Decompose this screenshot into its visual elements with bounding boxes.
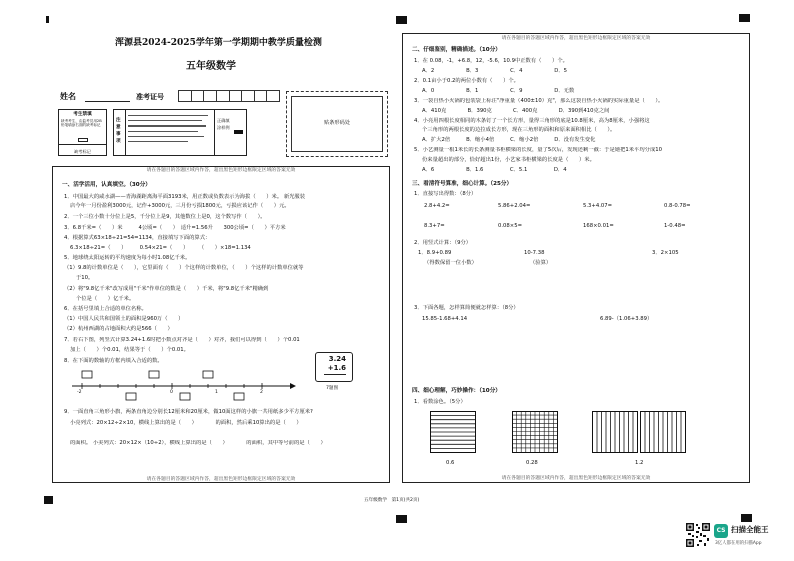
s1-line-5: 6.3×18÷21=（ ） 0.54×21=（ ） （ ）×18=1.134 (70, 245, 251, 251)
s1-line-19: 的面积。 小美列式：20×12×（10÷2），横线上算出的是（ ） 的面积，其中等号前的是（ ） (70, 440, 326, 446)
color-value-1: 0.6 (446, 460, 455, 466)
page-footer: 五年级数学 第1页(共2页) (364, 498, 420, 503)
position-mark-top-center (396, 16, 407, 24)
direct-calc-2: 5.86+2.04= (498, 203, 531, 209)
color-grid-strips[interactable] (430, 411, 476, 453)
s1-line-12: （1）中国人民共和国领土的面积是960万（ ） (64, 316, 184, 322)
vertical-note-1: （得数保留一位小数） (424, 260, 477, 266)
s1-line-4: 4．根据算式63×18÷21=54=1134，直接填写下面的算式： (64, 235, 211, 241)
s1-line-0: 1．中国最大的咸水湖——青海湖距离海平面3193米，用正数或负数表示为海拔（ ）米。 新光服装 (64, 194, 306, 200)
notice-text: 缺考考生，由监考员用2B铅笔填涂右面的缺考标记 (61, 118, 102, 128)
name-label: 姓名 (60, 92, 76, 101)
s3-sub1: 1．直接写出得数：（8分） (414, 191, 477, 197)
direct-calc-3: 5.3+4.07= (583, 203, 613, 209)
vertical-note-2: （验算） (530, 260, 552, 266)
number-line-box-4 (126, 393, 136, 400)
fill-example-label: 正确填涂样例 (217, 118, 230, 130)
position-mark-top-right (739, 14, 750, 22)
s2-line-4: 3．一袋自热小火锅的包装袋上标注"净重量（400±10）克"，那么这袋自热小火锅的实际重量是（ ）。 (414, 98, 664, 104)
left-top-banner: 请在各题目的答题区域内作答，超出黑色矩形边框限定区域的答案无效 (146, 168, 296, 173)
s1-line-10: 个位是（ ）亿千米。 (76, 296, 135, 302)
tick-label-0: 0 (170, 390, 173, 395)
s2-line-11: A．6 B．1.6 C．5.1 D．4 (422, 167, 567, 173)
exam-id-grid[interactable] (178, 90, 280, 102)
color-grid-double-strips[interactable] (592, 411, 686, 453)
s2-line-6: 4．小亮用四根长度相同的木条钉了一个长方形，量得三角形的底是10.8厘米，高为8厘米，小强将这 (414, 118, 650, 124)
right-bottom-banner: 请在各题目的答题区域内作答，超出黑色矩形边框限定区域的答案无效 (501, 476, 651, 481)
tick-label-1: 1 (215, 390, 218, 395)
number-line-box-2 (149, 371, 159, 378)
vertical-calc-line-1: 3.24 (328, 355, 346, 363)
s2-line-0: 1．在 0.08，-1，+6.8，12，-5.6，10.9中正数有（ ）个。 (414, 58, 568, 64)
s2-line-3: A．0 B．1 C．9 D．无数 (422, 88, 575, 94)
vertical-calc-1: 1．8.9+0.89 (418, 250, 452, 256)
s2-line-8: A．扩大2倍 B．缩小4倍 C．缩小2倍 D．没有发生变化 (422, 137, 596, 143)
s1-line-16: 8．在下面的数轴的方框内填入合适的数。 (64, 358, 163, 364)
right-top-banner: 请在各题目的答题区域内作答，超出黑色矩形边框限定区域的答案无效 (501, 36, 651, 41)
s1-line-17: 9．一面直角三角形小旗，两条直角边分别长12厘米和20厘米，做10面这样的小旗一共用纸多少平方厘米? (64, 409, 313, 415)
section4-title: 四、细心理解，巧妙操作：（10分） (412, 388, 501, 394)
s2-line-1: A．2 B．3 C．4 D．5 (422, 68, 568, 74)
s2-line-5: A．410克 B．390克 C．400克 D．390到410克之间 (422, 108, 610, 114)
s1-line-15: 加上（ ）个0.01，结果等于（ ）个0.01。 (70, 347, 189, 353)
barcode-area (286, 91, 388, 157)
s4-sub1: 1．看数涂色。（5分） (414, 399, 466, 405)
name-field[interactable] (85, 101, 130, 102)
exam-title: 浑源县2024-2025学年第一学期期中教学质量检测 (115, 38, 322, 48)
s3-sub2: 2．用竖式计算：（9分） (414, 240, 472, 246)
absent-notice-box (58, 109, 107, 156)
number-line-box-6 (234, 393, 244, 400)
vertical-calc-2: 10-7.38 (524, 250, 545, 256)
s2-line-9: 5．小艺测量一根1米长的长条测量书柜横梁的长度，量了5次后，发现还剩一截：于是她把1米平均分成10 (414, 147, 662, 153)
tick-label-2: 2 (260, 390, 263, 395)
section1-title: 一、活学活用，认真填空。（30分） (62, 182, 151, 188)
s2-line-7: 个三角形的两根长度的边拉成长方形，现在三角形的面积和原来面积相比（ ）。 (422, 127, 616, 133)
direct-calc-8: 1-0.48= (664, 223, 686, 229)
s1-line-8: 于10。 (76, 275, 94, 281)
instructions-text-lines (128, 115, 210, 142)
s2-line-2: 2．0.1亩小于0.2的两位小数有（ ）个。 (414, 78, 519, 84)
scanner-app-name: 扫描全能王 (731, 525, 769, 534)
direct-calc-6: 0.08×5= (498, 223, 523, 229)
instructions-box (113, 109, 247, 156)
s2-line-10: 份来量超出的部分，恰好超出1份，小艺家书柜横梁的长度是（ ）米。 (422, 157, 595, 163)
number-line-box-1 (82, 371, 92, 378)
direct-calc-4: 0.8-0.78= (664, 203, 691, 209)
s1-line-3: 3．6.8千米=（ ）米 4公顷=（ ） 适升=1.56升 300公顷=（ ）平方米 (64, 225, 286, 231)
vertical-calc-line-2: +1.6 (327, 363, 346, 372)
s1-line-7: （1）9.8的计数单位是（ ），它里面有（ ）个这样的计数单位，（ ）个这样的计数单位就等 (64, 265, 304, 271)
direct-calc-7: 168×0.01= (583, 223, 614, 229)
exam-id-label: 准考证号 (136, 93, 164, 101)
qr-code (685, 522, 711, 548)
number-line-box-3 (203, 371, 213, 378)
s1-line-13: （2）杭州西湖的占地面积大约是566（ ） (64, 326, 173, 332)
s1-line-14: 7．若右下图，列竖式计算3.24+1.6时把小数点对齐是（ ）对齐，我们可以得到（ ）个0.01 (64, 337, 300, 343)
s1-line-1: 店今年一月份盈利3000元，记作+3000元，三月份亏损1800元，亏损应该记作（ ）元。 (70, 203, 290, 209)
color-grid-hundred[interactable] (512, 411, 558, 453)
s1-line-9: （2）将"9.8亿千米"改写成用"千米"作单位的数是（ ）千米，将"9.8亿千米"精确到 (64, 286, 269, 292)
vertical-calc-figure (315, 352, 353, 382)
simplify-1: 15.85-1.68+4.14 (422, 316, 468, 322)
direct-calc-1: 2.8+4.2= (424, 203, 450, 209)
barcode-label: 贴条形码处 (324, 120, 350, 126)
direct-calc-5: 8.3+7= (424, 223, 445, 229)
section3-title: 三、看清符号算准，细心计算。（25分） (412, 181, 513, 187)
s3-sub3: 3．下面各题，怎样算简便就怎样算：（8分） (414, 305, 519, 311)
section2-title: 二、仔细鉴别，精确描述。（10分） (412, 47, 501, 53)
simplify-2: 6.89-（1.06+3.89） (600, 316, 653, 322)
s1-line-18: 小亮列式：20×12÷2×10，横线上算出的是（ ） 的面积，然后乘10算出的是（ ） (70, 420, 302, 426)
left-bottom-banner: 请在各题目的答题区域内作答，超出黑色矩形边框限定区域的答案无效 (146, 477, 296, 482)
s1-line-11: 6．在括号里填上合适的单位名称。 (64, 306, 147, 312)
corner-mark-top-left (46, 16, 49, 23)
vertical-calc-3: 3．2×105 (652, 250, 679, 256)
tick-label-neg2: -2 (77, 390, 82, 395)
scanner-app-logo-icon: CS (714, 524, 728, 538)
exam-subject: 五年级数学 (186, 61, 236, 72)
scanner-app-tagline: 3亿人都在用的扫描App (715, 541, 762, 546)
figure-caption: 7题图 (326, 386, 339, 391)
color-value-2: 0.28 (526, 460, 538, 466)
fill-example-mark (234, 130, 243, 134)
color-value-3: 1.2 (635, 460, 644, 466)
instructions-label: 注意事项 (116, 118, 121, 144)
absent-mark-label: 缺考标记 (74, 148, 91, 154)
s1-line-2: 2．一个三位小数十分位上是5，千分位上是9，其他数位上是0，这个数写作（ ）。 (64, 214, 266, 220)
position-mark-bottom-left (44, 496, 53, 504)
s1-line-6: 5．地球绕太阳运转的平均速度为每小时1.08亿千米。 (64, 255, 191, 261)
number-line (68, 368, 298, 404)
absent-mark-checkbox[interactable] (78, 138, 88, 142)
number-line-box-5 (180, 393, 190, 400)
position-mark-bottom-right (741, 514, 752, 522)
position-mark-bottom-center (396, 515, 407, 523)
notice-title: 考生禁填 (73, 112, 92, 117)
